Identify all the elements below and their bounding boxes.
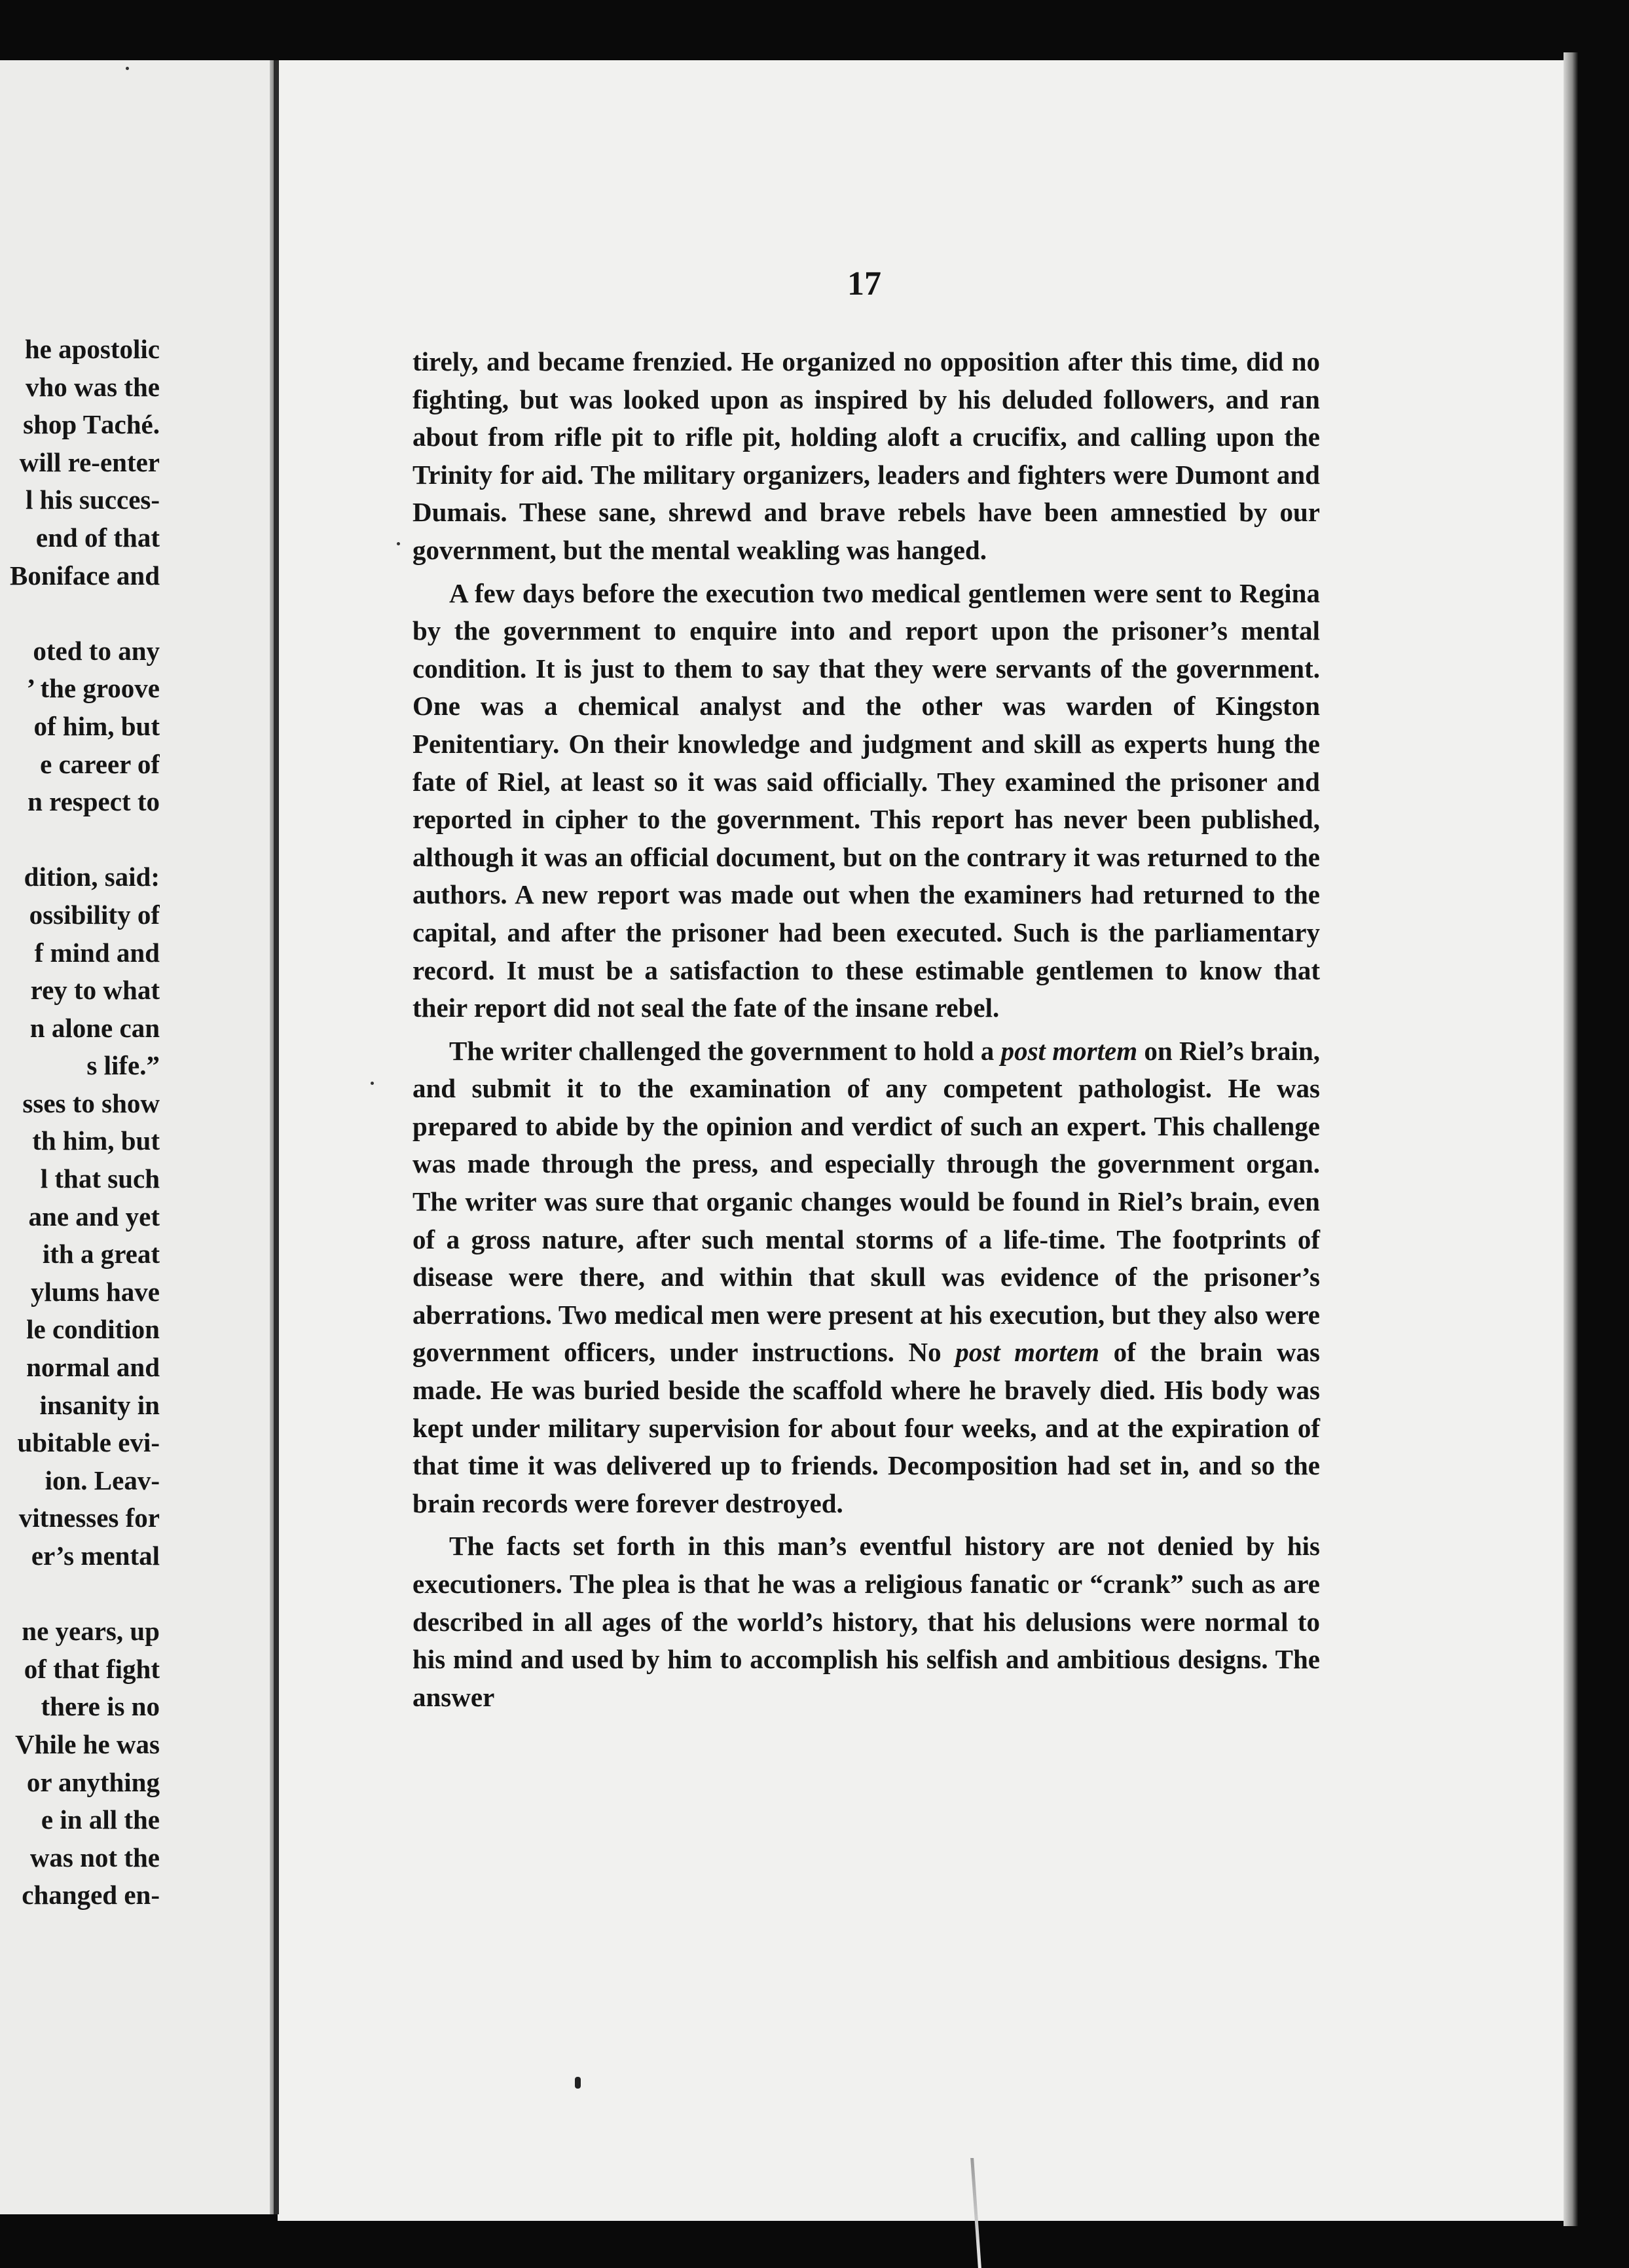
left-page-line: ith a great (42, 1239, 160, 1270)
left-page-line: ane and yet (28, 1201, 160, 1232)
ink-dot (126, 67, 129, 70)
left-page-line: of that fight (24, 1653, 160, 1684)
paragraph-3 (412, 1033, 1320, 1523)
left-page-line: there is no (41, 1691, 160, 1722)
left-page-line: dition, said: (24, 862, 160, 892)
left-page-line: was not the (29, 1842, 160, 1873)
left-page-line: changed en- (22, 1880, 160, 1911)
left-page-line: l that such (40, 1163, 160, 1194)
left-page-line: Vhile he was (15, 1728, 160, 1759)
paragraph-3-part-a: The writer challenged the government to hold a (449, 1035, 1001, 1066)
paragraph-2: A few days before the execution two medical gentlemen were sent to Regina by the government to enquire into and report upon the prisoner’s mental condition. It is just to them to say that they were servants of the government. One was a chemical analyst and the other was warden of Kingston Penitentiary. On their knowledge and judgment and skill as experts hung the fate of Riel, at least so it was said officially. They examined the prisoner and reported in cipher to the government. This report has never been published, although it was an official document, but on the contrary it was returned to the authors. A new report was made out when the examiners had returned to the capital, and after the prisoner had been executed. Such is the parliamentary record. It must be a satisfaction to these estimable gentlemen to know that their report did not seal the fate of the insane rebel. (412, 577, 1320, 1023)
left-page-line: will re-enter (19, 447, 160, 477)
left-page-line: or anything (26, 1766, 160, 1797)
left-page-line: shop Tаché. (23, 409, 160, 440)
left-page-line: Boniface and (10, 560, 160, 591)
left-page-line: e in all the (41, 1804, 160, 1835)
left-page-line: insanity in (39, 1389, 160, 1420)
left-page-line: ne years, up (22, 1616, 160, 1647)
left-page-line: normal and (26, 1352, 160, 1383)
left-page-line (0, 1575, 160, 1613)
ink-speck (575, 2077, 581, 2089)
left-page-line: n alone can (29, 1012, 160, 1043)
left-page-line: vitnesses for (18, 1503, 160, 1533)
body-text (412, 343, 1320, 1721)
left-page-line: n respect to (27, 786, 160, 817)
page-number: 17 (847, 265, 881, 302)
paragraph-3-part-b: on Riel’s brain, and submit it to the examination of any competent pathologist. He was prepared to abide by the opinion and verdict of such an expert. This challenge was made through the press, and especially through the government organ. The writer was sure that organic changes would be found in Riel’s brain, even of a gross nature, after such mental storms of a life-time. The footprints of disease were there, and within that skull was evidence of the prisoner’s aberrations. Two medical men were present at his execution, but they also were government officers, under instructions. No (412, 1035, 1320, 1368)
ink-dot (397, 542, 400, 545)
right-page-edge (1564, 52, 1578, 2226)
left-page-line: ion. Leav- (45, 1465, 160, 1495)
left-page-line: f mind and (34, 937, 160, 968)
book-gutter (274, 60, 279, 2214)
left-page-line: rey to what (30, 975, 160, 1006)
left-page-line: end of that (35, 522, 160, 553)
left-page-line (0, 821, 160, 859)
left-page-line: ubitable evi- (17, 1427, 160, 1458)
paragraph-1: tirely, and became frenzied. He organized no opposition after this time, did no fighting, but was looked upon as inspired by his deluded followers, and ran about from rifle pit to rifle pit, holding aloft a crucifix, and calling upon the Trinity for aid. The military organizers, leaders and fighters were Dumont and Dumais. These sane, shrewd and brave rebels have been amnestied by our government, but the mental weakling was hanged. (412, 346, 1320, 565)
left-page-line: le condition (26, 1314, 160, 1345)
post-mortem-italic: post mortem (1000, 1035, 1138, 1066)
left-page-line: he apostolic (24, 334, 160, 364)
left-page-line: sses to show (22, 1088, 160, 1118)
ink-dot (371, 1082, 374, 1085)
left-page-line: s life.” (86, 1050, 160, 1081)
left-page-line: vho was the (25, 371, 160, 402)
left-page-line: oted to any (33, 635, 160, 666)
left-page-line: l his succes- (26, 485, 160, 515)
left-page-line: of him, but (33, 710, 160, 741)
post-mortem-italic-2: post mortem (955, 1337, 1100, 1368)
left-page-line: e career of (40, 748, 160, 779)
left-page-line: ylums have (30, 1276, 160, 1307)
left-page-text (0, 331, 160, 1914)
left-page-line: ossibility of (29, 899, 160, 930)
left-page-line: er’s mental (31, 1541, 160, 1571)
left-page-line: ’ the groove (26, 673, 160, 704)
paragraph-4: The facts set forth in this man’s eventful history are not denied by his executioners. The plea is that he was a religious fanatic or “crank” such as are described in all ages of the world’s history, that his delusions were normal to his mind and used by him to accomplish his selfish and ambitious designs. The answer (412, 1531, 1320, 1712)
left-page-line: th him, but (32, 1125, 160, 1156)
left-page-line (0, 594, 160, 632)
paragraph-3-part-c: of the brain was made. He was buried beside the scaffold where he bravely died. His body was kept under military supervision for about four weeks, and at the expiration of that time it was delivered up to friends. Decomposition had set in, and so the brain records were forever destroyed. (412, 1337, 1320, 1518)
